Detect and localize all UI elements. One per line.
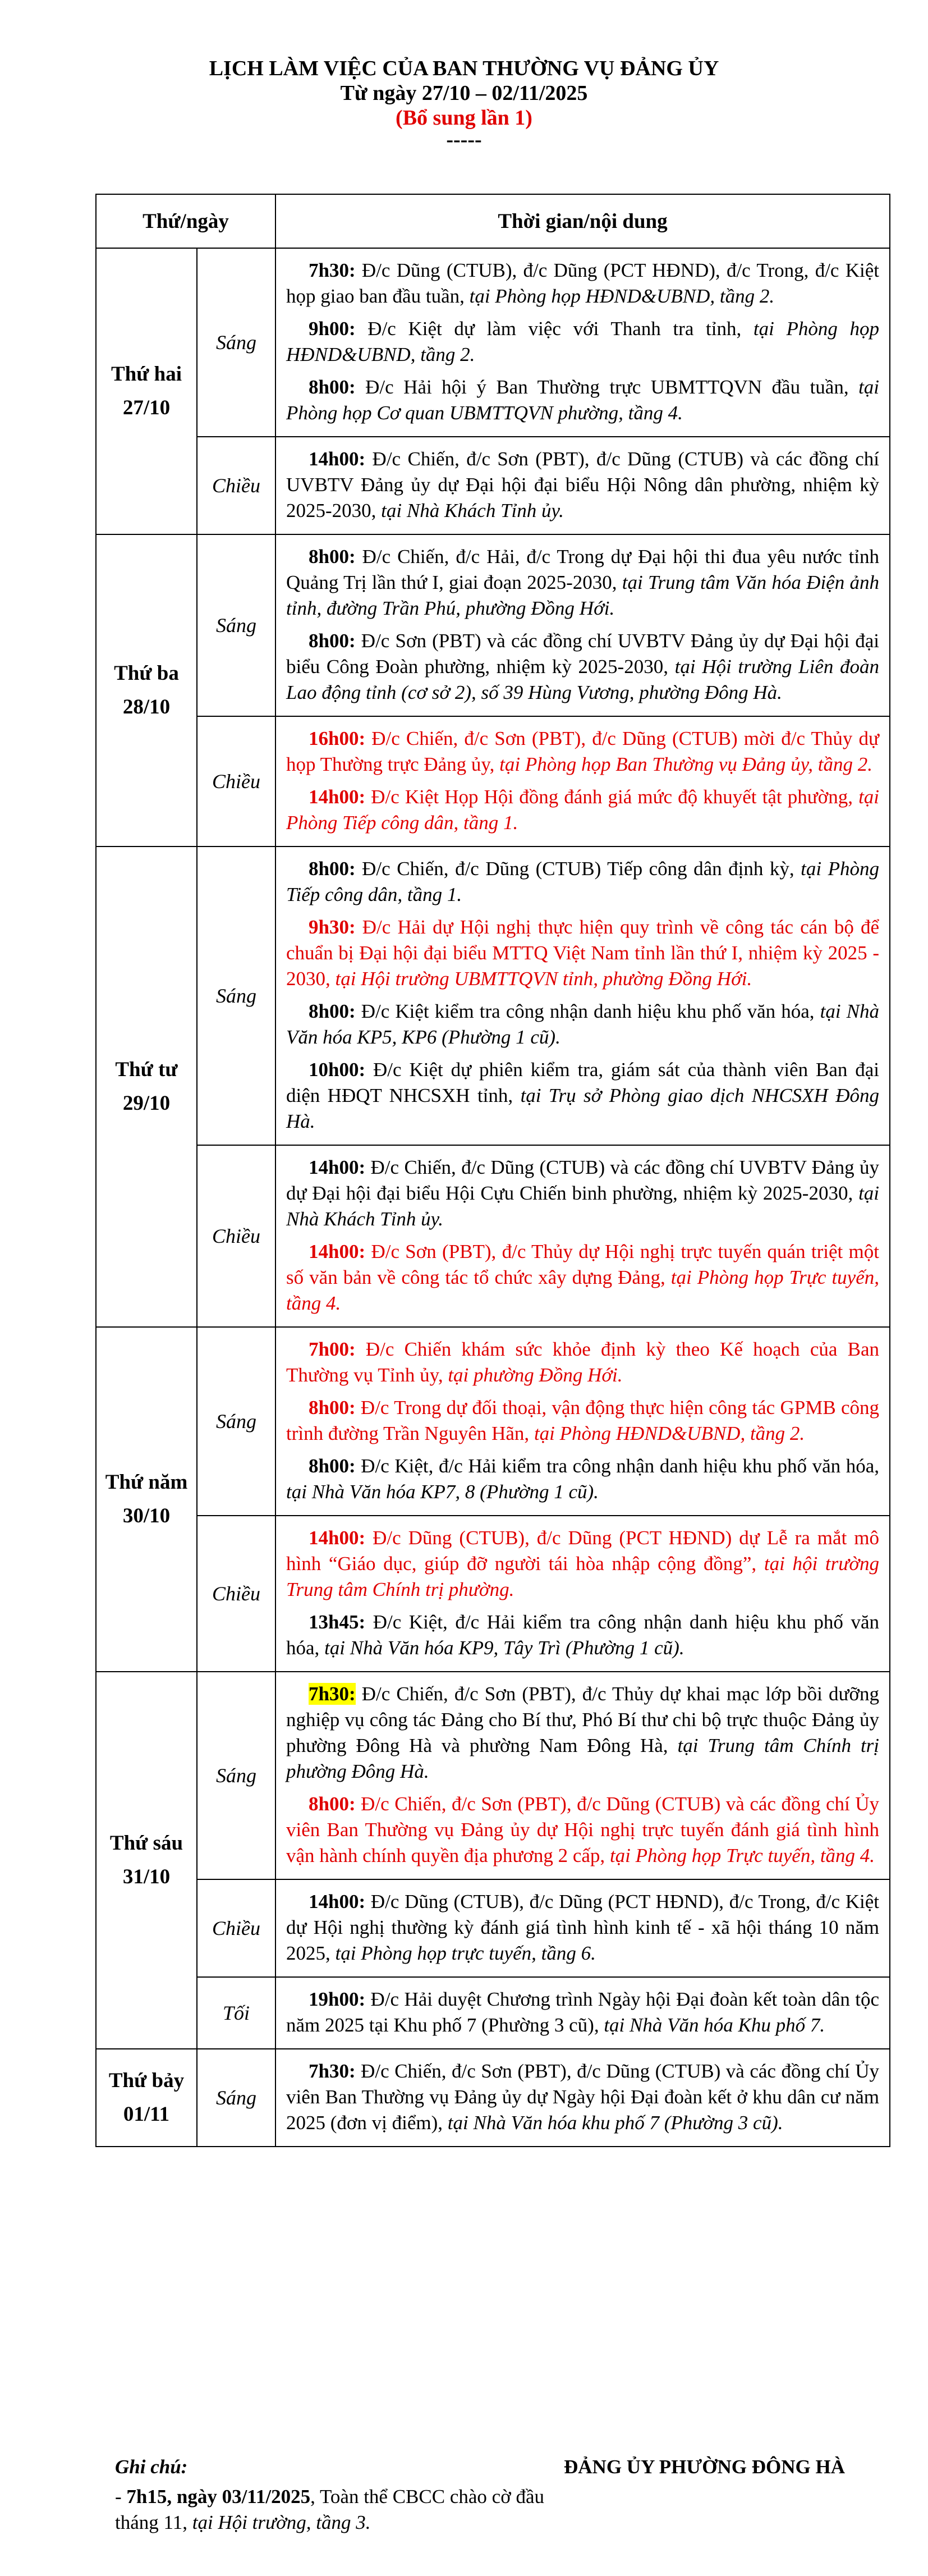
schedule-item: 13h45: Đ/c Kiệt, đ/c Hải kiểm tra công nhận danh hiệu khu phố văn hóa, tại Nhà Văn hóa KP9, Tây Trì (Phường 1 cũ).: [286, 1611, 880, 1659]
schedule-item: 10h00: Đ/c Kiệt dự phiên kiểm tra, giám sát của thành viên Ban đại diện HĐQT NHCSXH tỉnh, tại Trụ sở Phòng giao dịch NHCSXH Đông Hà.: [286, 1059, 880, 1132]
schedule-item-added: 9h30: Đ/c Hải dự Hội nghị thực hiện quy trình về công tác cán bộ để chuẩn bị Đại hội đại biểu MTTQ Việt Nam tỉnh lần thứ I, nhiệm kỳ 2025 - 2030, tại Hội trường UBMTTQVN tỉnh, phường Đồng Hới.: [286, 916, 880, 990]
session-label: Sáng: [197, 534, 275, 716]
session-label: Chiều: [197, 716, 275, 847]
day-cell-thu: [96, 1327, 197, 1672]
day-cell-wed: [96, 847, 197, 1327]
day-name: Thứ tư: [115, 1058, 178, 1081]
session-label: Chiều: [197, 1516, 275, 1672]
date-range: Từ ngày 27/10 – 02/11/2025: [340, 81, 588, 105]
day-cell-fri: [96, 1672, 197, 2049]
schedule-item-added: 16h00: Đ/c Chiến, đ/c Sơn (PBT), đ/c Dũng (CTUB) mời đ/c Thủy dự họp Thường trực Đảng ủy, tại Phòng họp Ban Thường vụ Đảng ủy, tầng 2.: [286, 727, 880, 775]
note-text: - 7h15, ngày 03/11/2025, Toàn thể CBCC chào cờ đầu tháng 11, tại Hội trường, tầng 3.: [115, 2486, 544, 2533]
day-cell-mon: [96, 248, 197, 534]
session-content: [275, 847, 890, 1145]
table-row: [96, 534, 890, 716]
session-label: Sáng: [197, 2049, 275, 2147]
schedule-item: 8h00: Đ/c Sơn (PBT) và các đồng chí UVBTV Đảng ủy dự Đại hội đại biểu Công Đoàn phường, nhiệm kỳ 2025-2030, tại Hội trường Liên đoàn Lao động tỉnh (cơ sở 2), số 39 Hùng Vương, phường Đông Hà.: [286, 630, 880, 703]
session-content: [275, 1879, 890, 1977]
session-label: Chiều: [197, 1879, 275, 1977]
table-row: [96, 1977, 890, 2049]
signer: ĐẢNG ỦY PHƯỜNG ĐÔNG HÀ: [564, 2456, 845, 2478]
note-label: Ghi chú:: [115, 2456, 188, 2478]
session-label: Sáng: [197, 847, 275, 1145]
session-label: Chiều: [197, 437, 275, 534]
day-date: 31/10: [122, 1865, 171, 1888]
table-row: [96, 1672, 890, 1879]
day-date: 30/10: [122, 1504, 171, 1527]
schedule-item-added: 7h00: Đ/c Chiến khám sức khỏe định kỳ theo Kế hoạch của Ban Thường vụ Tỉnh ủy, tại phường Đồng Hới.: [286, 1338, 880, 1386]
session-label: Chiều: [197, 1145, 275, 1327]
session-content: [275, 1145, 890, 1327]
schedule-item: 14h00: Đ/c Chiến, đ/c Dũng (CTUB) và các đồng chí UVBTV Đảng ủy dự Đại hội đại biểu Hội Cựu Chiến binh phường, nhiệm kỳ 2025-2030, tại Nhà Khách Tỉnh ủy.: [286, 1156, 880, 1230]
document-title: LỊCH LÀM VIỆC CỦA BAN THƯỜNG VỤ ĐẢNG ỦY: [209, 57, 719, 80]
session-label: Sáng: [197, 1672, 275, 1879]
day-date: 29/10: [122, 1092, 171, 1115]
table-row: [96, 1327, 890, 1516]
header-content-cell: Thời gian/nội dung: [275, 194, 890, 248]
session-label: Tối: [197, 1977, 275, 2049]
table-row: [96, 1879, 890, 1977]
session-content: [275, 1516, 890, 1672]
table-row: [96, 1145, 890, 1327]
session-label: Sáng: [197, 248, 275, 437]
schedule-item-added: 14h00: Đ/c Sơn (PBT), đ/c Thủy dự Hội nghị trực tuyến quán triệt một số văn bản về công tác tổ chức xây dựng Đảng, tại Phòng họp Trực tuyến, tầng 4.: [286, 1241, 880, 1314]
schedule-item: 8h00: Đ/c Chiến, đ/c Dũng (CTUB) Tiếp công dân định kỳ, tại Phòng Tiếp công dân, tầng 1.: [286, 858, 880, 905]
document-header: [0, 56, 928, 152]
session-content: [275, 437, 890, 534]
day-cell-sat: [96, 2049, 197, 2147]
schedule-item: 8h00: Đ/c Hải hội ý Ban Thường trực UBMTTQVN đầu tuần, tại Phòng họp Cơ quan UBMTTQVN phường, tầng 4.: [286, 376, 880, 424]
schedule-item: 7h30: Đ/c Chiến, đ/c Sơn (PBT), đ/c Dũng (CTUB) và các đồng chí Ủy viên Ban Thường vụ Đảng ủy dự Ngày hội Đại đoàn kết ở khu dân cư năm 2025 (đơn vị điểm), tại Nhà Văn hóa khu phố 7 (Phường 3 cũ).: [286, 2060, 880, 2134]
schedule-item-added: 8h00: Đ/c Chiến, đ/c Sơn (PBT), đ/c Dũng (CTUB) và các đồng chí Ủy viên Ban Thường vụ Đảng ủy dự Hội nghị trực tuyến đánh giá tình hình vận hành chính quyền địa phương 2 cấp, tại Phòng họp Trực tuyến, tầng 4.: [286, 1793, 880, 1866]
schedule-item: 8h00: Đ/c Kiệt kiểm tra công nhận danh hiệu khu phố văn hóa, tại Nhà Văn hóa KP5, KP6 (Phường 1 cũ).: [286, 1000, 880, 1048]
session-label: Sáng: [197, 1327, 275, 1516]
day-name: Thứ năm: [105, 1471, 188, 1494]
table-header-row: [96, 194, 890, 248]
session-content: [275, 1327, 890, 1516]
session-content: [275, 2049, 890, 2147]
schedule-item-added: 14h00: Đ/c Dũng (CTUB), đ/c Dũng (PCT HĐND) dự Lễ ra mắt mô hình “Giáo dục, giúp đỡ người tái hòa nhập cộng đồng”, tại hội trường Trung tâm Chính trị phường.: [286, 1527, 880, 1600]
schedule-item-added: 8h00: Đ/c Trong dự đối thoại, vận động thực hiện công tác GPMB công trình đường Trần Nguyên Hãn, tại Phòng HĐND&UBND, tầng 2.: [286, 1397, 880, 1444]
day-name: Thứ sáu: [109, 1832, 183, 1855]
schedule-item: 7h30: Đ/c Chiến, đ/c Sơn (PBT), đ/c Thủy dự khai mạc lớp bồi dưỡng nghiệp vụ công tác Đảng cho Bí thư, Phó Bí thư chi bộ trực thuộc Đảng ủy phường Đông Hà và phường Nam Đông Hà, tại Trung tâm Chính trị phường Đông Hà.: [286, 1683, 880, 1782]
table-row: [96, 437, 890, 534]
table-row: [96, 1516, 890, 1672]
table-row: [96, 248, 890, 437]
session-content: [275, 1672, 890, 1879]
header-day-cell: Thứ/ngày: [96, 194, 275, 248]
session-content: [275, 248, 890, 437]
day-date: 01/11: [123, 2103, 170, 2126]
session-content: [275, 716, 890, 847]
schedule-item: 14h00: Đ/c Dũng (CTUB), đ/c Dũng (PCT HĐND), đ/c Trong, đ/c Kiệt dự Hội nghị thường kỳ đánh giá tình hình kinh tế - xã hội tháng 10 năm 2025, tại Phòng họp trực tuyến, tầng 6.: [286, 1891, 880, 1964]
schedule-item: 8h00: Đ/c Chiến, đ/c Hải, đ/c Trong dự Đại hội thi đua yêu nước tỉnh Quảng Trị lần thứ I, giai đoạn 2025-2030, tại Trung tâm Văn hóa Điện ảnh tỉnh, đường Trần Phú, phường Đồng Hới.: [286, 546, 880, 619]
header-divider: -----: [446, 128, 482, 152]
day-name: Thứ ba: [114, 662, 179, 685]
day-date: 27/10: [122, 396, 171, 419]
schedule-item: 19h00: Đ/c Hải duyệt Chương trình Ngày hội Đại đoàn kết toàn dân tộc năm 2025 tại Khu phố 7 (Phường 3 cũ), tại Nhà Văn hóa Khu phố 7.: [286, 1988, 880, 2036]
table-row: [96, 716, 890, 847]
schedule-item: 9h00: Đ/c Kiệt dự làm việc với Thanh tra tỉnh, tại Phòng họp HĐND&UBND, tầng 2.: [286, 318, 880, 365]
table-row: [96, 847, 890, 1145]
day-name: Thứ bảy: [108, 2069, 185, 2092]
supplement-note: (Bổ sung lần 1): [396, 106, 532, 130]
schedule-item: 8h00: Đ/c Kiệt, đ/c Hải kiểm tra công nhận danh hiệu khu phố văn hóa, tại Nhà Văn hóa KP7, 8 (Phường 1 cũ).: [286, 1455, 880, 1503]
day-cell-tue: [96, 534, 197, 847]
highlighted-time: 7h30:: [309, 1683, 356, 1705]
session-content: [275, 534, 890, 716]
schedule-item-added: 14h00: Đ/c Kiệt Họp Hội đồng đánh giá mức độ khuyết tật phường, tại Phòng Tiếp công dân, tầng 1.: [286, 786, 880, 834]
day-name: Thứ hai: [111, 363, 182, 386]
schedule-item: 14h00: Đ/c Chiến, đ/c Sơn (PBT), đ/c Dũng (CTUB) và các đồng chí UVBTV Đảng ủy dự Đại hội đại biểu Hội Nông dân phường, nhiệm kỳ 2025-2030, tại Nhà Khách Tỉnh ủy.: [286, 448, 880, 521]
schedule-item: 7h30: Đ/c Dũng (CTUB), đ/c Dũng (PCT HĐND), đ/c Trong, đ/c Kiệt họp giao ban đầu tuần, tại Phòng họp HĐND&UBND, tầng 2.: [286, 259, 880, 307]
day-date: 28/10: [122, 696, 171, 719]
session-content: [275, 1977, 890, 2049]
table-row: [96, 2049, 890, 2147]
schedule-table: [95, 194, 890, 2147]
